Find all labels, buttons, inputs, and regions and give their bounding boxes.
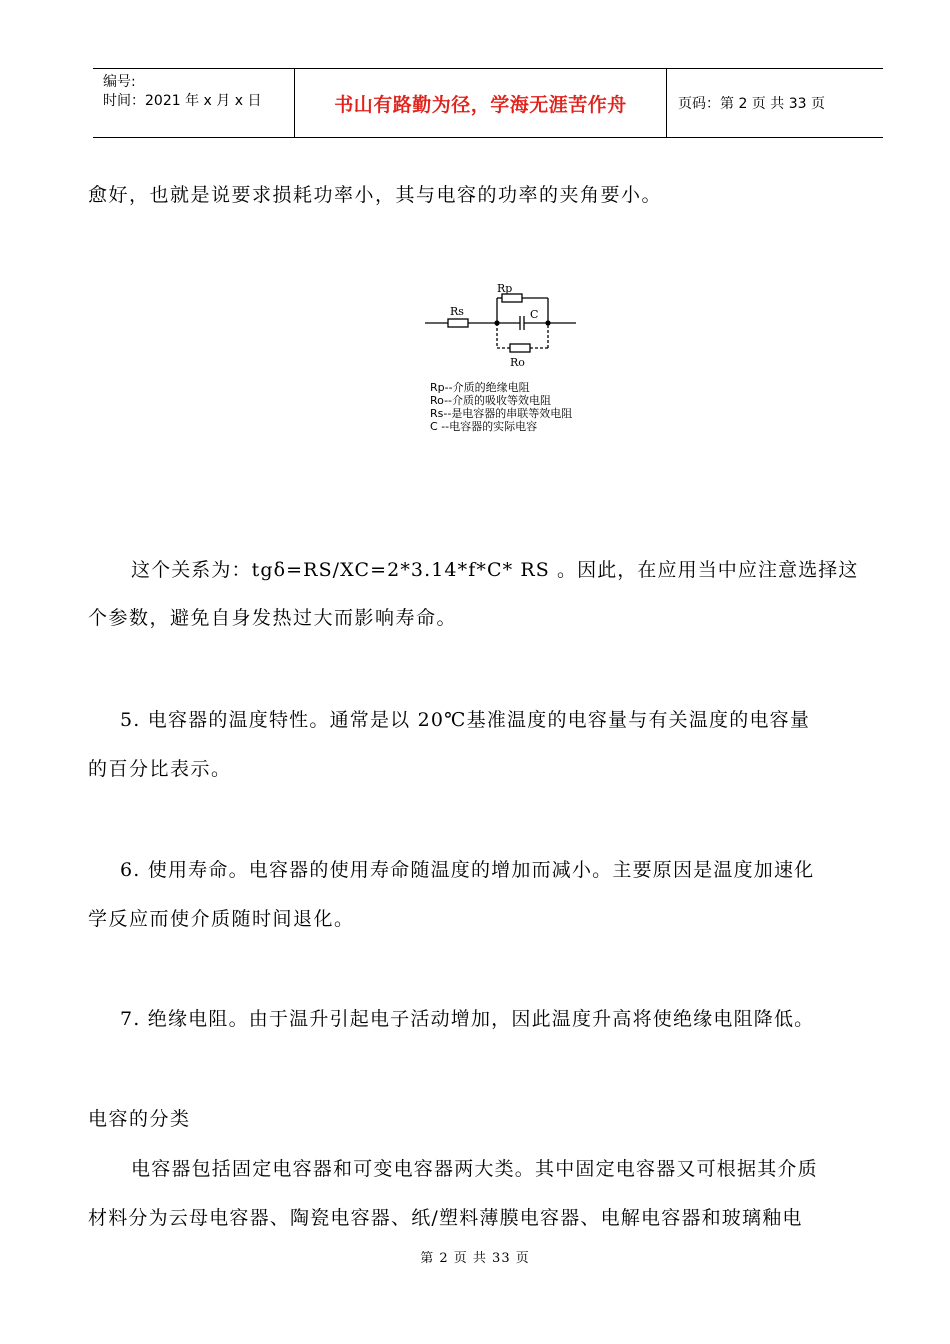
c-label: C: [530, 308, 539, 321]
legend-item: Rs--是电容器的串联等效电阻: [430, 407, 573, 420]
legend-item: C --电容器的实际电容: [430, 420, 538, 433]
rp-resistor-symbol: [502, 294, 522, 302]
rp-label: Rp: [497, 282, 513, 295]
serial-label: 编号:: [103, 74, 136, 90]
paragraph-line: 个参数，避免自身发热过大而影响寿命。: [88, 607, 458, 629]
junction-node: [494, 320, 499, 325]
legend-item: Rp--介质的绝缘电阻: [430, 381, 530, 394]
header-divider: [666, 69, 667, 137]
paragraph-line: 5. 电容器的温度特性。通常是以 20℃基准温度的电容量与有关温度的电容量: [120, 709, 811, 731]
page-footer: 第 2 页 共 33 页: [420, 1251, 530, 1266]
paragraph-line: 材料分为云母电容器、陶瓷电容器、纸/塑料薄膜电容器、电解电容器和玻璃釉电: [88, 1207, 803, 1229]
junction-node: [545, 320, 550, 325]
header-page-info: 页码：第 2 页 共 33 页: [678, 96, 825, 112]
paragraph-line: 愈好，也就是说要求损耗功率小，其与电容的功率的夹角要小。: [88, 184, 663, 206]
header-meta: [103, 73, 261, 111]
paragraph-line: 这个关系为：tgδ=RS/XC=2*3.14*f*C* RS 。因此，在应用当中应注意选择这: [131, 559, 859, 581]
paragraph-line: 学反应而使介质随时间退化。: [88, 908, 355, 930]
paragraph-line: 6. 使用寿命。电容器的使用寿命随温度的增加而减小。主要原因是温度加速化: [120, 859, 815, 881]
ro-label: Ro: [510, 356, 525, 369]
header-motto: 书山有路勤为径，学海无涯苦作舟: [334, 93, 627, 116]
paragraph-line: 电容器包括固定电容器和可变电容器两大类。其中固定电容器又可根据其介质: [131, 1158, 818, 1180]
section-title: 电容的分类: [88, 1108, 191, 1130]
page-header: [93, 68, 883, 138]
legend-item: Ro--介质的吸收等效电阻: [430, 394, 552, 407]
paragraph-line: 的百分比表示。: [88, 758, 232, 780]
diagram-legend: [430, 381, 572, 433]
time-label: 时间：2021 年 x 月 x 日: [103, 93, 262, 109]
ro-resistor-symbol: [510, 344, 530, 352]
rs-label: Rs: [450, 305, 464, 318]
rs-resistor-symbol: [448, 319, 468, 327]
paragraph-line: 7. 绝缘电阻。由于温升引起电子活动增加，因此温度升高将使绝缘电阻降低。: [120, 1008, 815, 1030]
